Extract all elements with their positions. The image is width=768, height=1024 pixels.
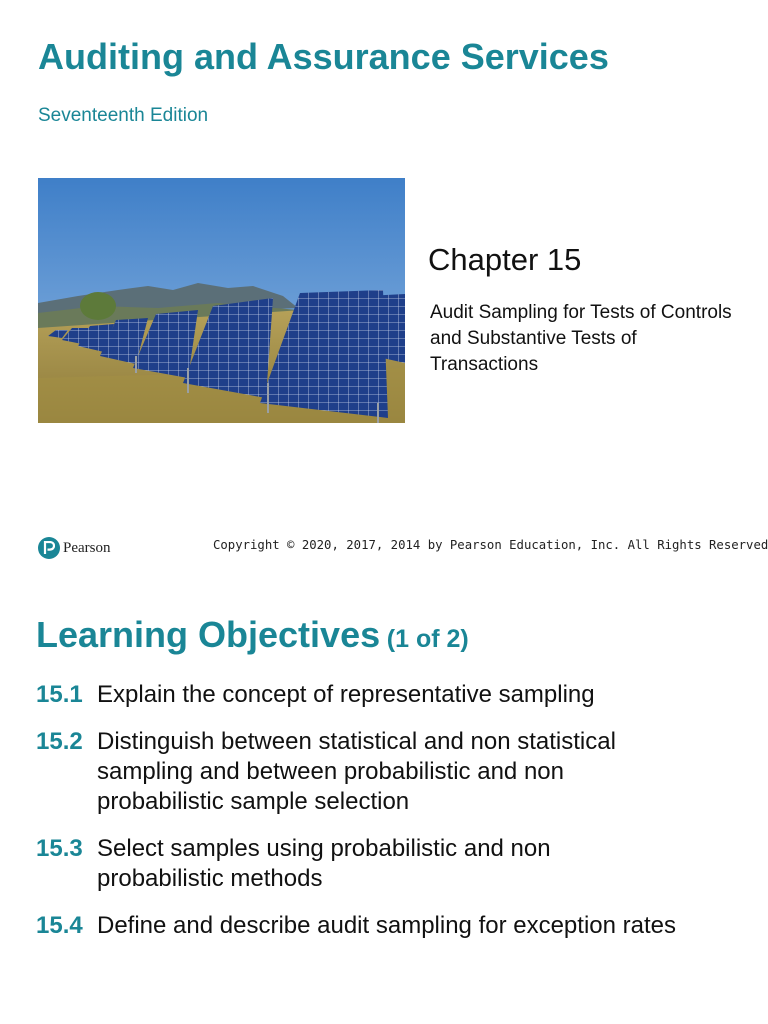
objective-item	[36, 911, 736, 941]
copyright-notice: Copyright © 2020, 2017, 2014 by Pearson Education, Inc. All Rights Reserved	[213, 538, 768, 552]
objective-number: 15.2	[36, 728, 83, 755]
objectives-list	[36, 680, 736, 958]
cover-photo-solar-panels	[38, 178, 405, 423]
chapter-label: Chapter 15	[428, 242, 582, 277]
pearson-logo	[38, 536, 111, 560]
objective-number: 15.4	[36, 912, 83, 939]
pearson-logo-icon	[38, 537, 60, 559]
objective-item	[36, 680, 736, 710]
objective-number: 15.3	[36, 835, 83, 862]
slide-part-indicator: (1 of 2)	[386, 625, 469, 653]
learning-objectives-title	[36, 614, 469, 656]
edition-label: Seventeenth Edition	[38, 105, 209, 126]
learning-objectives-heading: Learning Objectives	[36, 614, 381, 655]
objective-number: 15.1	[36, 681, 83, 708]
objective-text: Explain the concept of representative sampling	[97, 681, 595, 708]
chapter-subtitle: Audit Sampling for Tests of Controls and Substantive Tests of Transactions	[430, 302, 732, 375]
objective-text: Select samples using probabilistic and non probabilistic methods	[97, 835, 551, 892]
objective-text: Define and describe audit sampling for exception rates	[97, 912, 676, 939]
objective-text: Distinguish between statistical and non statistical sampling and between probabilistic and non probabilistic sample selection	[97, 728, 616, 815]
pearson-wordmark: Pearson	[63, 539, 111, 556]
book-title: Auditing and Assurance Services	[38, 36, 609, 77]
objective-item	[36, 727, 736, 817]
objective-item	[36, 834, 736, 894]
